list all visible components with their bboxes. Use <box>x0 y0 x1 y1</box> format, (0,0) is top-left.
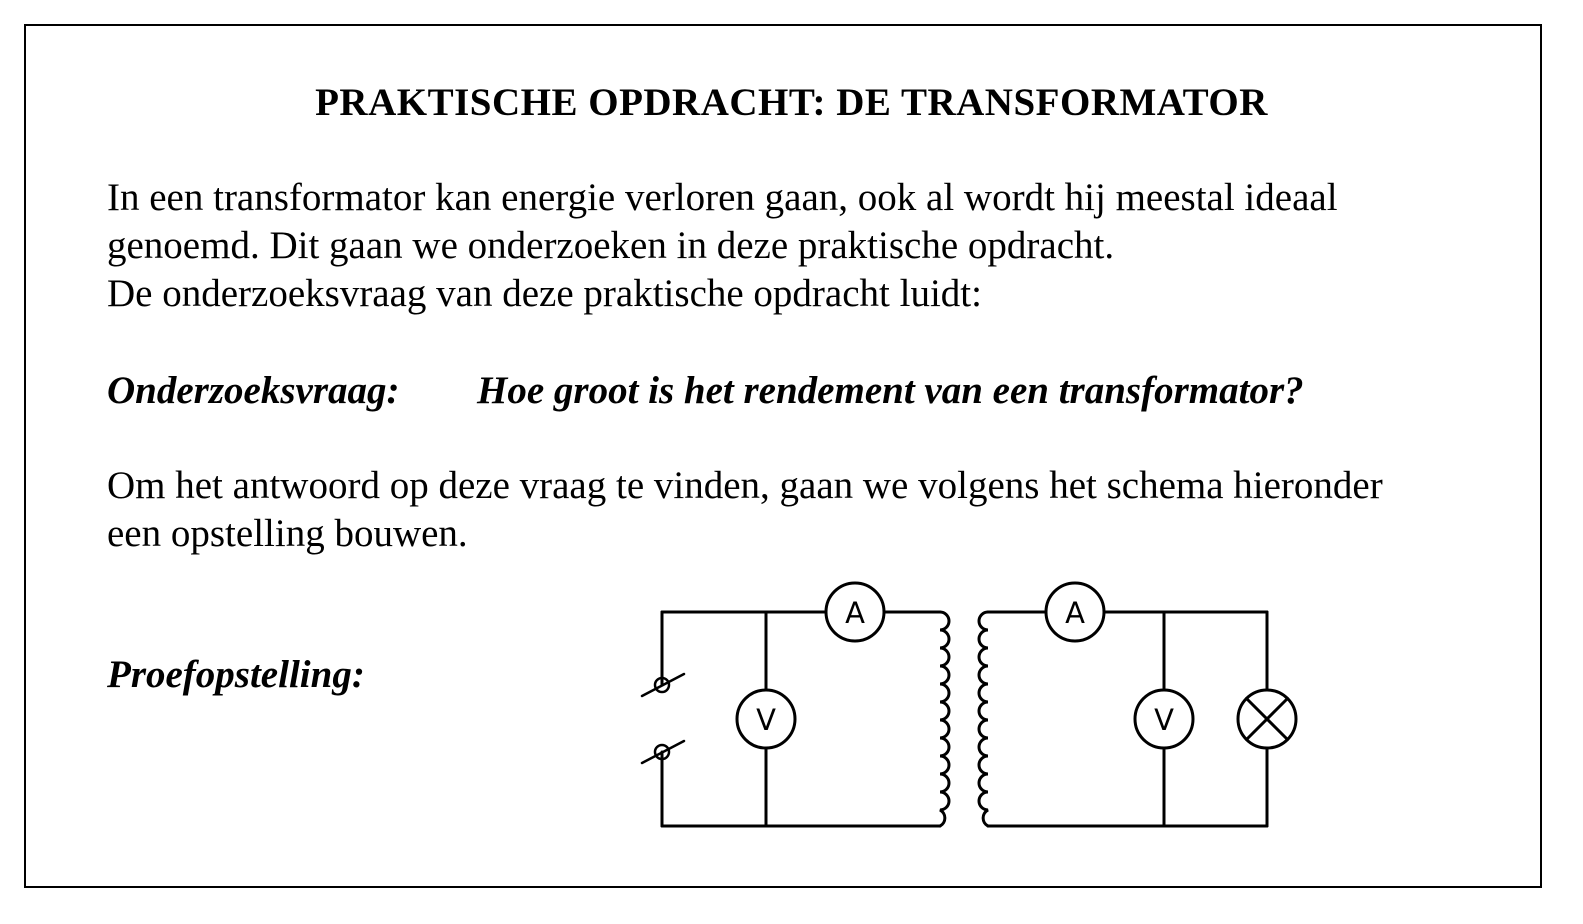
method-line: Om het antwoord op deze vraag te vinden, gaan we volgens het schema hieronder <box>107 464 1383 507</box>
secondary-circuit <box>979 612 1267 826</box>
ammeter-symbol: A <box>1065 596 1085 630</box>
switch-terminals <box>642 674 684 763</box>
secondary-coil <box>979 612 988 826</box>
primary-coil <box>940 612 949 826</box>
voltmeter-symbol: V <box>756 703 776 737</box>
research-question-label: Onderzoeksvraag: <box>107 369 400 412</box>
method-line: een opstelling bouwen. <box>107 512 468 555</box>
lamp-icon <box>1238 690 1296 748</box>
setup-label: Proefopstelling: <box>107 653 365 696</box>
intro-line: genoemd. Dit gaan we onderzoeken in deze praktische opdracht. <box>107 224 1115 267</box>
intro-line: De onderzoeksvraag van deze praktische opdracht luidt: <box>107 272 982 315</box>
ammeter-symbol: A <box>845 596 865 630</box>
page-title: PRAKTISCHE OPDRACHT: DE TRANSFORMATOR <box>315 81 1268 124</box>
intro-line: In een transformator kan energie verloren gaan, ook al wordt hij meestal ideaal <box>107 176 1338 219</box>
voltmeter-symbol: V <box>1154 703 1174 737</box>
research-question-text: Hoe groot is het rendement van een transformator? <box>477 369 1304 412</box>
